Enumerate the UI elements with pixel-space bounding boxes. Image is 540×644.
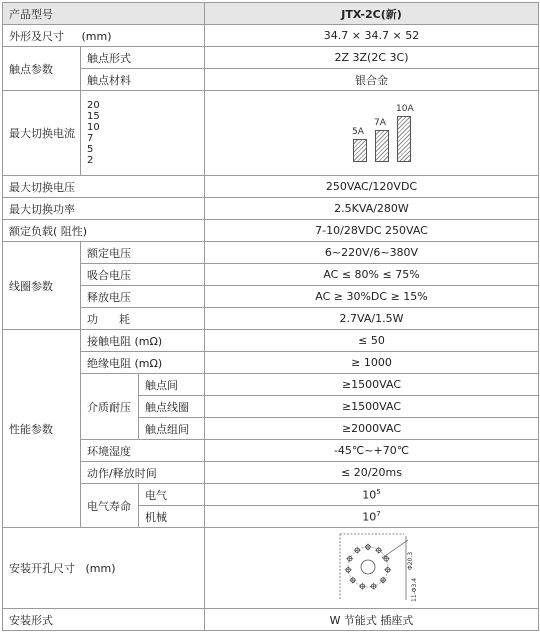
coil-rated-row xyxy=(3,242,539,264)
coil-power-value: 2.7VA/1.5W xyxy=(205,308,539,330)
current-chart xyxy=(205,91,539,176)
current-scale-list xyxy=(87,100,198,166)
current-scale-value: 15 xyxy=(87,111,100,122)
max-power-value: 2.5KVA/280W xyxy=(205,198,539,220)
life-electrical-row xyxy=(3,484,539,506)
insulation-row xyxy=(3,352,539,374)
mounting-hole-label xyxy=(3,528,205,609)
coil-power-row xyxy=(3,308,539,330)
size-label-text: 外形及尺寸 xyxy=(9,29,64,43)
contacts-group: 触点参数 xyxy=(3,47,81,91)
life-mechanical-exp: 7 xyxy=(376,509,381,518)
life-electrical-exp: 5 xyxy=(376,487,381,496)
env-value: -45℃~+70℃ xyxy=(205,440,539,462)
timing-label: 动作/释放时间 xyxy=(81,462,205,484)
dielectric-label: 介质耐压 xyxy=(81,374,139,440)
mounting-hole-unit: (mm) xyxy=(85,562,116,575)
contact-material-value: 银合金 xyxy=(205,69,539,91)
coil-group: 线圈参数 xyxy=(3,242,81,330)
current-bar xyxy=(353,139,367,162)
current-scale-value: 2 xyxy=(87,155,94,166)
dielectric-value: ≥2000VAC xyxy=(205,418,539,440)
life-mechanical-base: 10 xyxy=(362,510,377,524)
dielectric-sub-label: 触点间 xyxy=(139,374,205,396)
contact-res-value: ≤ 50 xyxy=(205,330,539,352)
dielectric-sub-label: 触点组间 xyxy=(139,418,205,440)
hole-dim-holes: 11-Φ3.4 xyxy=(410,577,418,602)
mounting-hole-drawing xyxy=(205,528,539,609)
performance-group: 性能参数 xyxy=(3,330,81,528)
life-electrical-base: 10 xyxy=(362,488,377,502)
contact-res-row xyxy=(3,330,539,352)
spec-table xyxy=(2,2,539,631)
life-mechanical-label: 机械 xyxy=(139,506,205,528)
hole-dim-diameter: Φ20.3 xyxy=(406,551,414,570)
life-mechanical-value xyxy=(205,506,539,528)
current-scale-value: 5 xyxy=(87,144,94,155)
contact-form-label: 触点形式 xyxy=(81,47,205,69)
current-bar-label: 10A xyxy=(396,104,414,114)
contact-material-row xyxy=(3,69,539,91)
coil-release-value: AC ≥ 30%DC ≥ 15% xyxy=(205,286,539,308)
rated-load-row xyxy=(3,220,539,242)
rated-load-label: 额定负载( 阻性) xyxy=(3,220,205,242)
rated-load-value: 7-10/28VDC 250VAC xyxy=(205,220,539,242)
life-label: 电气寿命 xyxy=(81,484,139,528)
dielectric-value: ≥1500VAC xyxy=(205,396,539,418)
coil-rated-value: 6~220V/6~380V xyxy=(205,242,539,264)
size-row xyxy=(3,25,539,47)
coil-pickup-value: AC ≤ 80% ≤ 75% xyxy=(205,264,539,286)
max-power-label: 最大切换功率 xyxy=(3,198,205,220)
coil-pickup-row xyxy=(3,264,539,286)
size-unit: (mm) xyxy=(81,29,112,43)
coil-power-label: 功 耗 xyxy=(81,308,205,330)
current-scale-value: 20 xyxy=(87,100,100,111)
env-label: 环境湿度 xyxy=(81,440,205,462)
coil-rated-label: 额定电压 xyxy=(81,242,205,264)
header-label: 产品型号 xyxy=(3,3,205,25)
coil-pickup-label: 吸合电压 xyxy=(81,264,205,286)
max-voltage-value: 250VAC/120VDC xyxy=(205,176,539,198)
max-power-row xyxy=(3,198,539,220)
header-row xyxy=(3,3,539,25)
dielectric-sub-label: 触点线圈 xyxy=(139,396,205,418)
life-electrical-value xyxy=(205,484,539,506)
mounting-type-row xyxy=(3,609,539,631)
size-value: 34.7 × 34.7 × 52 xyxy=(205,25,539,47)
mounting-hole-label-text: 安装开孔尺寸 xyxy=(9,562,75,575)
timing-value: ≤ 20/20ms xyxy=(205,462,539,484)
contact-res-label: 接触电阻 (mΩ) xyxy=(81,330,205,352)
contact-material-label: 触点材料 xyxy=(81,69,205,91)
current-bar xyxy=(397,116,411,162)
size-label xyxy=(3,25,205,47)
mounting-type-value: W 节能式 插座式 xyxy=(205,609,539,631)
current-bar-label: 7A xyxy=(374,118,386,128)
mounting-type-label: 安装形式 xyxy=(3,609,205,631)
header-value: JTX-2C(新) xyxy=(205,3,539,25)
insulation-value: ≥ 1000 xyxy=(205,352,539,374)
max-voltage-label: 最大切换电压 xyxy=(3,176,205,198)
current-bars xyxy=(211,96,532,170)
current-bar-label: 5A xyxy=(352,127,364,137)
coil-release-label: 释放电压 xyxy=(81,286,205,308)
env-row xyxy=(3,440,539,462)
max-voltage-row xyxy=(3,176,539,198)
current-scale-value: 7 xyxy=(87,133,94,144)
current-scale-value: 10 xyxy=(87,122,100,133)
current-bar xyxy=(375,130,389,162)
contact-form-value: 2Z 3Z(2C 3C) xyxy=(205,47,539,69)
timing-row xyxy=(3,462,539,484)
insulation-label: 绝缘电阻 (mΩ) xyxy=(81,352,205,374)
mounting-hole-diagram xyxy=(324,530,420,604)
max-current-row xyxy=(3,91,539,176)
contact-form-row xyxy=(3,47,539,69)
dielectric-value: ≥1500VAC xyxy=(205,374,539,396)
coil-release-row xyxy=(3,286,539,308)
current-scale xyxy=(81,91,205,176)
life-electrical-label: 电气 xyxy=(139,484,205,506)
max-current-label: 最大切换电流 xyxy=(3,91,81,176)
mounting-hole-row xyxy=(3,528,539,609)
dielectric-row-1 xyxy=(3,374,539,396)
